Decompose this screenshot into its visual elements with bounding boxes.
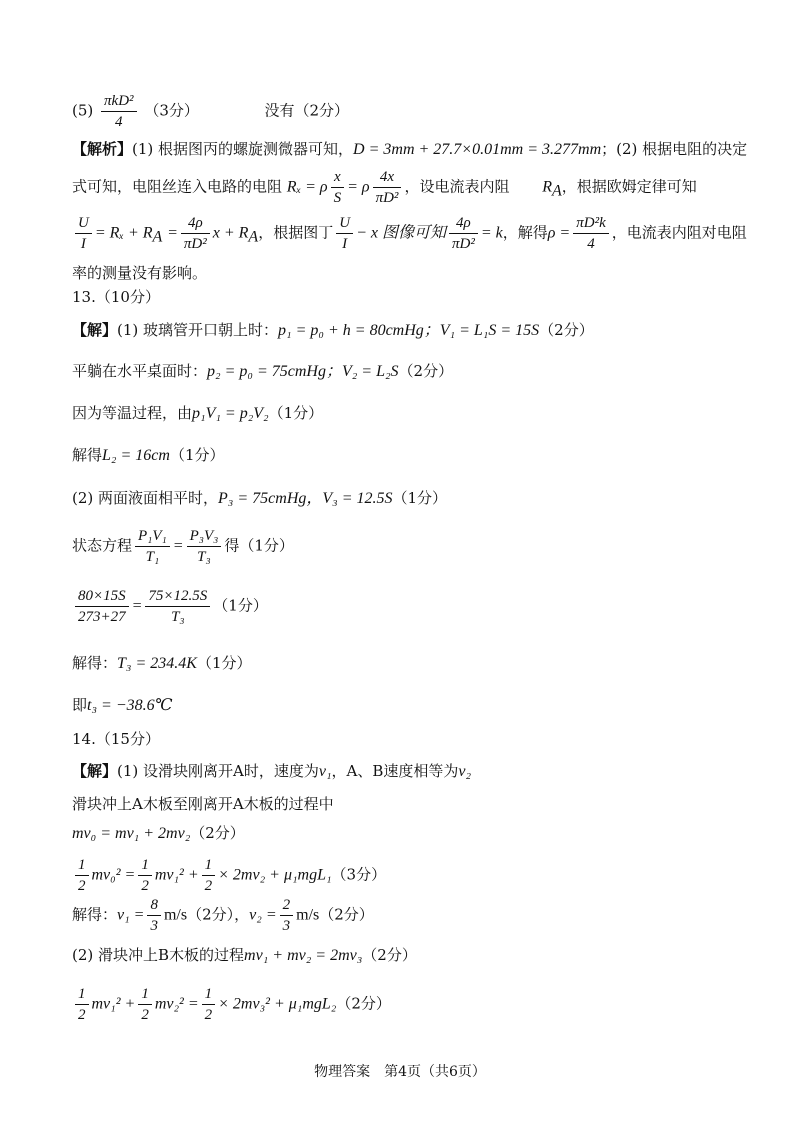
q13-step-3: 因为等温过程，由p₁V₁ = p₂V₂（1分）	[72, 404, 324, 422]
q12-part5	[72, 92, 740, 131]
q13-step-9: 即t₃ = −38.6℃	[72, 696, 173, 714]
q13-step-7: $\frac{80\times 15S}{273+27}$ = $\frac{75\times 12.5S}{\text{T₃}}$ （1分）	[72, 587, 740, 626]
part-label: (5)	[72, 101, 94, 120]
q14-header: 14.（15分）	[72, 730, 160, 748]
answer-text: 没有（2分）	[264, 101, 349, 120]
analysis-line-4: 率的测量没有影响。	[72, 264, 208, 282]
page-footer: 物理答案 第4页（共6页）	[314, 1064, 486, 1080]
q13-header: 13.（10分）	[72, 288, 160, 306]
q14-step-7: $\frac{1}{2}$ mv₁² + $\frac{1}{2}$ mv₂² = $\frac{1}{2}$ × 2mv₃² + μ₁mgL₂（2分）	[72, 985, 740, 1024]
q13-step-6: 状态方程 $\frac{\text{P₁V₁}}{\text{T₁}}$ = $\frac{\text{P₃V₃}}{\text{T₃}}$ 得（1分）	[72, 528, 294, 565]
q14-step-1: 【解】(1) 设滑块刚离开A时，速度为v₁，A、B速度相等为v₂	[72, 762, 472, 780]
analysis-line-3: $\frac{U}{I}$ = $R_x + R_A$ = $\frac{4\rho}{\text{πD²}}$ $x + R_A$，根据图丁 $\frac{U}{I}$ − x 图像可知 $\frac{4\rho}{\text{πD²}}$ = k，解得ρ = $\frac{\text{πD²k}}{4}$ ，电流表内阻对电阻	[72, 214, 740, 253]
q13-step-8: 解得：T₃ = 234.4K（1分）	[72, 654, 252, 672]
q13-step-1: 【解】(1) 玻璃管开口朝上时：p₁ = p₀ + h = 80cmHg；V₁ = L₁S = 15S（2分）	[72, 321, 594, 339]
q13-step-5: (2) 两面液面相平时，P₃ = 75cmHg，V₃ = 12.5S（1分）	[72, 489, 448, 507]
analysis-line-2: 式可知，电阻丝连入电路的电阻 Rₓ = ρ $\frac{x}{S}$ = ρ $\frac{4x}{\text{πD²}}$ ，设电流表内阻 $R_A$，根据欧姆定律可知	[72, 169, 697, 206]
analysis-line-1: 【解析】(1) 根据图丙的螺旋测微器可知，D = 3mm + 27.7×0.01mm = 3.277mm；(2) 根据电阻的决定	[72, 140, 748, 158]
q14-step-4: $\frac{1}{2}$ mv₀² = $\frac{1}{2}$ mv₁² + $\frac{1}{2}$ × 2mv₂ + μ₁mgL₁（3分）	[72, 856, 740, 895]
score: （3分）	[144, 101, 199, 120]
q14-step-2: 滑块冲上A木板至刚离开A木板的过程中	[72, 795, 334, 813]
q13-step-4: 解得L₂ = 16cm（1分）	[72, 446, 225, 464]
analysis-tag: 【解析】	[72, 140, 133, 158]
q14-step-5: 解得：v₁ = $\frac{8}{3}$ m/s（2分），v₂ = $\frac{2}{3}$ m/s（2分）	[72, 897, 374, 934]
q14-step-3: mv₀ = mv₁ + 2mv₂（2分）	[72, 824, 245, 842]
q14-step-6: (2) 滑块冲上B木板的过程mv₁ + mv₂ = 2mv₃（2分）	[72, 946, 417, 964]
formula-fraction: $\frac{\text{πkD²}}{4}$	[101, 92, 137, 131]
q13-step-2: 平躺在水平桌面时：p₂ = p₀ = 75cmHg；V₂ = L₂S（2分）	[72, 362, 454, 380]
